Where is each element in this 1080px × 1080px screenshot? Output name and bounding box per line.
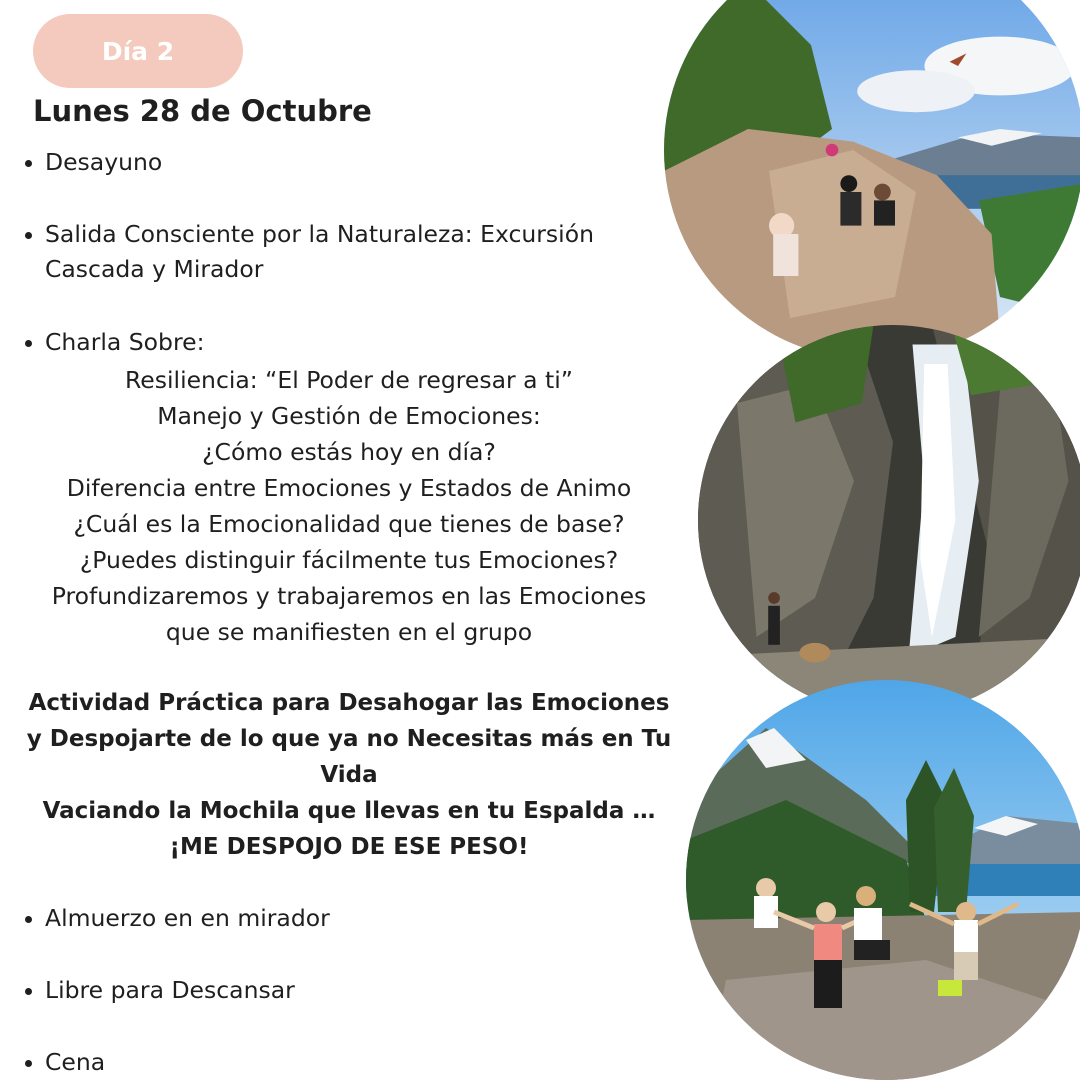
actividad-block: [0, 685, 698, 865]
photo-group-mirador: [686, 680, 1080, 1080]
salida-line-1: Salida Consciente por la Naturaleza: Excursión: [45, 220, 594, 248]
charla-line: Diferencia entre Emociones y Estados de Animo: [66, 474, 632, 502]
list-item-cena: Cena: [45, 1045, 105, 1080]
actividad-line: Vaciando la Mochila que llevas en tu Espalda …: [42, 798, 656, 824]
actividad-line: Vida: [320, 762, 378, 788]
day-badge: [33, 14, 243, 88]
photo-waterfall: [698, 325, 1080, 715]
list-item-almuerzo: Almuerzo en en mirador: [45, 901, 330, 936]
page-title: Lunes 28 de Octubre: [33, 94, 372, 128]
charla-line: ¿Puedes distinguir fácilmente tus Emociones?: [79, 546, 619, 574]
list-item-salida: [45, 217, 594, 287]
actividad-line: ¡ME DESPOJO DE ESE PESO!: [169, 834, 529, 860]
photo-rock-viewpoint: [664, 0, 1080, 360]
charla-line: Resiliencia: “El Poder de regresar a ti”: [125, 366, 573, 394]
charla-line: Profundizaremos y trabajaremos en las Emociones: [51, 582, 647, 610]
actividad-line: y Despojarte de lo que ya no Necesitas más en Tu: [26, 726, 672, 752]
list-item-libre: Libre para Descansar: [45, 973, 295, 1008]
actividad-line: Actividad Práctica para Desahogar las Emociones: [28, 690, 670, 716]
salida-line-2: Cascada y Mirador: [45, 255, 264, 283]
charla-line: ¿Cómo estás hoy en día?: [202, 438, 496, 466]
charla-line: ¿Cuál es la Emocionalidad que tienes de base?: [73, 510, 625, 538]
list-item-charla: Charla Sobre:: [45, 325, 205, 360]
charla-topics: [0, 362, 698, 650]
charla-line: Manejo y Gestión de Emociones:: [157, 402, 541, 430]
day-badge-label: Día 2: [101, 36, 175, 66]
charla-line: que se manifiesten en el grupo: [165, 618, 533, 646]
list-item-desayuno: Desayuno: [45, 145, 162, 180]
